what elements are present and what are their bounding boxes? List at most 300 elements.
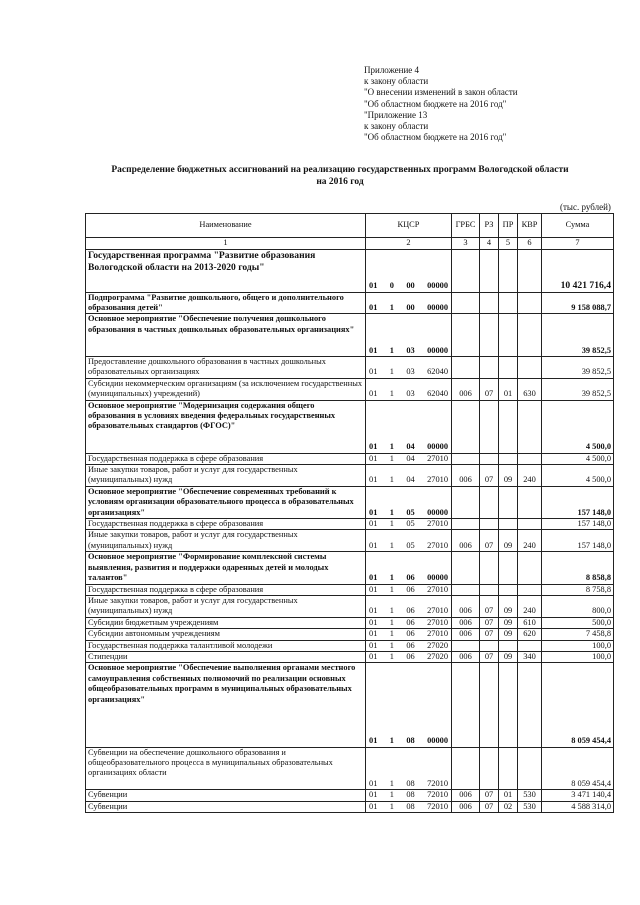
table-row: [86, 250, 614, 293]
row-grbs: 006: [452, 378, 480, 400]
row-kcsr: [366, 747, 452, 790]
kcsr-code: [368, 585, 449, 595]
kcsr-code: [368, 573, 449, 583]
kcsr-part: 01: [369, 281, 378, 291]
row-grbs: 006: [452, 530, 480, 552]
kcsr-part: 01: [369, 389, 378, 399]
kcsr-part: 1: [389, 736, 394, 746]
row-sum: 4 588 314,0: [542, 801, 614, 812]
row-pr: 01: [499, 790, 518, 801]
row-rz: [480, 292, 499, 314]
row-kcsr: [366, 801, 452, 812]
kcsr-part: 04: [406, 442, 415, 452]
row-kvr: [518, 663, 542, 747]
header-cell-kvr: КВР: [518, 214, 542, 238]
row-pr: [499, 663, 518, 747]
kcsr-part: 27010: [427, 453, 448, 463]
row-rz: [480, 519, 499, 530]
kcsr-part: 1: [389, 790, 394, 800]
kcsr-part: 06: [406, 629, 415, 639]
row-grbs: [452, 486, 480, 518]
kcsr-part: 08: [406, 801, 415, 811]
kcsr-part: 01: [369, 519, 378, 529]
row-name: Основное мероприятие "Обеспечение получения дошкольного образования в частных дошкольных образовательных организациях": [86, 314, 366, 357]
kcsr-part: 01: [369, 584, 378, 594]
row-kvr: [518, 453, 542, 464]
row-name: Подпрограмма "Развитие дошкольного, общего и дополнительного образования детей": [86, 292, 366, 314]
kcsr-part: 62040: [427, 389, 448, 399]
row-pr: [499, 584, 518, 595]
row-kcsr: [366, 552, 452, 584]
row-rz: 07: [480, 530, 499, 552]
row-sum: 39 852,5: [542, 314, 614, 357]
row-kvr: 610: [518, 617, 542, 628]
kcsr-part: 1: [389, 801, 394, 811]
document-title: [60, 164, 620, 188]
row-name: Государственная поддержка в сфере образования: [86, 453, 366, 464]
row-pr: 02: [499, 801, 518, 812]
kcsr-part: 27010: [427, 584, 448, 594]
row-kcsr: [366, 314, 452, 357]
row-rz: [480, 663, 499, 747]
kcsr-part: 1: [389, 629, 394, 639]
row-pr: [499, 640, 518, 651]
row-sum: 100,0: [542, 651, 614, 662]
row-sum: 7 458,8: [542, 629, 614, 640]
kcsr-part: 06: [406, 584, 415, 594]
kcsr-code: [368, 606, 449, 616]
table-row: [86, 486, 614, 518]
kcsr-part: 01: [369, 540, 378, 550]
row-grbs: [452, 747, 480, 790]
kcsr-part: 72010: [427, 790, 448, 800]
kcsr-code: [368, 508, 449, 518]
table-row: [86, 640, 614, 651]
kcsr-part: 03: [406, 367, 415, 377]
row-sum: 39 852,5: [542, 357, 614, 379]
kcsr-part: 1: [389, 507, 394, 517]
row-sum: 4 500,0: [542, 465, 614, 487]
row-name: Государственная программа "Развитие образования Вологодской области на 2013-2020 годы": [86, 250, 366, 293]
table-row: [86, 552, 614, 584]
row-grbs: [452, 357, 480, 379]
row-grbs: [452, 519, 480, 530]
row-grbs: 006: [452, 629, 480, 640]
kcsr-part: 06: [406, 606, 415, 616]
kcsr-code: [368, 303, 449, 313]
kcsr-part: 04: [406, 453, 415, 463]
row-kvr: [518, 747, 542, 790]
row-rz: [480, 584, 499, 595]
kcsr-code: [368, 802, 449, 812]
kcsr-part: 00000: [427, 507, 448, 517]
row-grbs: [452, 400, 480, 453]
row-sum: 8 059 454,4: [542, 747, 614, 790]
table-row: [86, 453, 614, 464]
kcsr-part: 01: [369, 475, 378, 485]
row-pr: 09: [499, 651, 518, 662]
kcsr-part: 08: [406, 736, 415, 746]
row-grbs: 006: [452, 790, 480, 801]
row-rz: 07: [480, 378, 499, 400]
row-name: Основное мероприятие "Формирование комплексной системы выявления, развития и поддержки одаренных детей и молодых талантов": [86, 552, 366, 584]
kcsr-part: 1: [389, 640, 394, 650]
row-sum: 8 858,8: [542, 552, 614, 584]
row-sum: 500,0: [542, 617, 614, 628]
row-kcsr: [366, 651, 452, 662]
kcsr-part: 01: [369, 345, 378, 355]
row-pr: 09: [499, 629, 518, 640]
row-sum: 8 758,8: [542, 584, 614, 595]
kcsr-part: 62040: [427, 367, 448, 377]
row-rz: 07: [480, 790, 499, 801]
row-pr: 09: [499, 465, 518, 487]
table-row: [86, 400, 614, 453]
kcsr-part: 00000: [427, 573, 448, 583]
kcsr-code: [368, 790, 449, 800]
row-kvr: [518, 314, 542, 357]
kcsr-code: [368, 652, 449, 662]
kcsr-code: [368, 475, 449, 485]
title-line-2: на 2016 год: [316, 177, 364, 187]
kcsr-part: 27010: [427, 606, 448, 616]
row-pr: [499, 552, 518, 584]
kcsr-part: 27010: [427, 629, 448, 639]
row-grbs: 006: [452, 651, 480, 662]
header-cell-grbs: ГРБС: [452, 214, 480, 238]
row-pr: [499, 292, 518, 314]
row-rz: 07: [480, 801, 499, 812]
kcsr-part: 0: [389, 281, 394, 291]
kcsr-part: 05: [406, 519, 415, 529]
row-name: Государственная поддержка в сфере образования: [86, 519, 366, 530]
kcsr-part: 01: [369, 629, 378, 639]
kcsr-part: 1: [389, 584, 394, 594]
kcsr-part: 27010: [427, 540, 448, 550]
row-pr: [499, 400, 518, 453]
kcsr-part: 1: [389, 453, 394, 463]
row-pr: [499, 519, 518, 530]
kcsr-code: [368, 618, 449, 628]
row-kvr: [518, 584, 542, 595]
row-name: Предоставление дошкольного образования в частных дошкольных образовательных организациях: [86, 357, 366, 379]
kcsr-part: 1: [389, 367, 394, 377]
row-kvr: 240: [518, 595, 542, 617]
row-pr: [499, 250, 518, 293]
row-name: Иные закупки товаров, работ и услуг для государственных (муниципальных) нужд: [86, 465, 366, 487]
header-line: "Об областном бюджете на 2016 год": [364, 132, 507, 143]
row-pr: [499, 453, 518, 464]
kcsr-part: 00000: [427, 736, 448, 746]
kcsr-part: 06: [406, 640, 415, 650]
row-kvr: [518, 552, 542, 584]
row-rz: [480, 400, 499, 453]
kcsr-code: [368, 779, 449, 789]
column-number: 5: [499, 238, 518, 250]
table-row: [86, 584, 614, 595]
kcsr-part: 01: [369, 507, 378, 517]
row-kcsr: [366, 640, 452, 651]
row-kcsr: [366, 584, 452, 595]
row-rz: [480, 453, 499, 464]
row-rz: [480, 314, 499, 357]
row-grbs: [452, 453, 480, 464]
row-rz: [480, 640, 499, 651]
table-row: [86, 629, 614, 640]
row-kvr: 630: [518, 378, 542, 400]
row-name: Субвенции на обеспечение дошкольного образования и общеобразовательного процесса в муниципальных образовательных организациях области: [86, 747, 366, 790]
kcsr-part: 72010: [427, 801, 448, 811]
row-kcsr: [366, 250, 452, 293]
kcsr-part: 00000: [427, 303, 448, 312]
kcsr-part: 01: [369, 736, 378, 746]
kcsr-part: 27020: [427, 651, 448, 661]
kcsr-part: 05: [406, 507, 415, 517]
table-header-row: [86, 214, 614, 238]
table-row: [86, 617, 614, 628]
table-row: [86, 747, 614, 790]
kcsr-part: 00000: [427, 281, 448, 291]
row-kvr: [518, 519, 542, 530]
kcsr-code: [368, 442, 449, 452]
row-kvr: 530: [518, 790, 542, 801]
kcsr-part: 08: [406, 778, 415, 788]
row-grbs: 006: [452, 617, 480, 628]
row-kvr: [518, 250, 542, 293]
row-pr: [499, 314, 518, 357]
kcsr-part: 1: [389, 606, 394, 616]
row-grbs: [452, 292, 480, 314]
kcsr-part: 01: [369, 801, 378, 811]
row-kvr: 620: [518, 629, 542, 640]
units-note: (тыс. рублей): [560, 202, 611, 212]
kcsr-part: 01: [369, 778, 378, 788]
row-grbs: [452, 250, 480, 293]
kcsr-code: [368, 541, 449, 551]
table-row: [86, 663, 614, 747]
kcsr-part: 01: [369, 640, 378, 650]
kcsr-part: 1: [389, 778, 394, 788]
kcsr-code: [368, 281, 449, 291]
kcsr-part: 01: [369, 367, 378, 377]
header-line: к закону области: [364, 76, 429, 87]
row-rz: 07: [480, 595, 499, 617]
row-rz: [480, 486, 499, 518]
row-kcsr: [366, 663, 452, 747]
row-rz: 07: [480, 617, 499, 628]
table-row: [86, 651, 614, 662]
header-line: Приложение 4: [364, 65, 420, 75]
row-rz: 07: [480, 651, 499, 662]
kcsr-part: 27010: [427, 519, 448, 529]
row-name: Иные закупки товаров, работ и услуг для государственных (муниципальных) нужд: [86, 530, 366, 552]
table-row: [86, 519, 614, 530]
row-name: Государственная поддержка в сфере образования: [86, 584, 366, 595]
row-grbs: [452, 584, 480, 595]
header-cell-sum: Сумма: [542, 214, 614, 238]
row-sum: 3 471 140,4: [542, 790, 614, 801]
row-kcsr: [366, 357, 452, 379]
kcsr-code: [368, 346, 449, 356]
kcsr-part: 06: [406, 573, 415, 583]
kcsr-part: 01: [369, 442, 378, 452]
row-kcsr: [366, 617, 452, 628]
row-grbs: 006: [452, 465, 480, 487]
row-name: Основное мероприятие "Модернизация содержания общего образования в условиях введения федеральных государственных образовательных стандартов (ФГОС)": [86, 400, 366, 453]
kcsr-code: [368, 367, 449, 377]
kcsr-part: 27010: [427, 617, 448, 627]
row-name: Иные закупки товаров, работ и услуг для государственных (муниципальных) нужд: [86, 595, 366, 617]
kcsr-part: 03: [406, 345, 415, 355]
row-kcsr: [366, 530, 452, 552]
row-kcsr: [366, 378, 452, 400]
row-kcsr: [366, 400, 452, 453]
header-line: "Приложение 13: [364, 109, 428, 120]
kcsr-part: 03: [406, 389, 415, 399]
row-sum: 100,0: [542, 640, 614, 651]
row-kcsr: [366, 486, 452, 518]
row-grbs: 006: [452, 801, 480, 812]
header-cell-rz: РЗ: [480, 214, 499, 238]
row-sum: 157 148,0: [542, 519, 614, 530]
kcsr-part: 01: [369, 453, 378, 463]
row-rz: 07: [480, 465, 499, 487]
row-pr: 09: [499, 617, 518, 628]
appendix-header: [364, 65, 634, 143]
column-number: 2: [366, 238, 452, 250]
row-name: Субвенции: [86, 801, 366, 812]
row-name: Субсидии некоммерческим организациям (за исключением государственных (муниципальных) учреждений): [86, 378, 366, 400]
row-kcsr: [366, 465, 452, 487]
row-kvr: [518, 357, 542, 379]
row-rz: [480, 747, 499, 790]
column-number: 7: [542, 238, 614, 250]
row-kcsr: [366, 519, 452, 530]
column-number: 3: [452, 238, 480, 250]
kcsr-part: 1: [389, 617, 394, 627]
kcsr-part: 1: [389, 475, 394, 485]
header-line: "О внесении изменений в закон области: [364, 87, 518, 98]
row-rz: [480, 250, 499, 293]
row-pr: 09: [499, 530, 518, 552]
row-sum: 157 148,0: [542, 486, 614, 518]
table-row: [86, 465, 614, 487]
row-grbs: 006: [452, 595, 480, 617]
kcsr-part: 1: [389, 540, 394, 550]
table-row: [86, 530, 614, 552]
header-cell-name: Наименование: [86, 214, 366, 238]
row-name: Стипендии: [86, 651, 366, 662]
header-line: к закону области: [364, 121, 429, 132]
kcsr-part: 00000: [427, 345, 448, 355]
budget-table: [85, 213, 614, 813]
title-line-1: Распределение бюджетных ассигнований на реализацию государственных программ Вологодской области: [111, 165, 569, 175]
kcsr-part: 1: [389, 389, 394, 399]
column-number: 6: [518, 238, 542, 250]
kcsr-part: 01: [369, 606, 378, 616]
row-kvr: [518, 486, 542, 518]
table-row: [86, 595, 614, 617]
row-kcsr: [366, 595, 452, 617]
row-kcsr: [366, 292, 452, 314]
kcsr-part: 27010: [427, 475, 448, 485]
header-cell-pr: ПР: [499, 214, 518, 238]
row-kcsr: [366, 453, 452, 464]
header-line: "Об областном бюджете на 2016 год": [364, 98, 507, 109]
row-pr: [499, 357, 518, 379]
row-sum: 800,0: [542, 595, 614, 617]
row-rz: [480, 552, 499, 584]
kcsr-part: 1: [389, 651, 394, 661]
table-row: [86, 378, 614, 400]
row-kvr: 530: [518, 801, 542, 812]
row-name: Субсидии бюджетным учреждениям: [86, 617, 366, 628]
kcsr-part: 1: [389, 303, 394, 312]
kcsr-part: 05: [406, 540, 415, 550]
row-kvr: [518, 400, 542, 453]
row-kvr: 340: [518, 651, 542, 662]
kcsr-part: 01: [369, 651, 378, 661]
kcsr-part: 1: [389, 519, 394, 529]
kcsr-part: 04: [406, 475, 415, 485]
row-grbs: [452, 663, 480, 747]
table-row: [86, 292, 614, 314]
kcsr-part: 1: [389, 442, 394, 452]
row-rz: [480, 357, 499, 379]
row-kvr: 240: [518, 530, 542, 552]
row-sum: 39 852,5: [542, 378, 614, 400]
column-number-row: [86, 238, 614, 250]
row-sum: 157 148,0: [542, 530, 614, 552]
kcsr-part: 00000: [427, 442, 448, 452]
row-grbs: [452, 640, 480, 651]
row-sum: 4 500,0: [542, 400, 614, 453]
row-rz: 07: [480, 629, 499, 640]
kcsr-code: [368, 519, 449, 529]
row-pr: [499, 747, 518, 790]
kcsr-part: 1: [389, 573, 394, 583]
table-row: [86, 357, 614, 379]
header-cell-kcsr: КЦСР: [366, 214, 452, 238]
kcsr-code: [368, 736, 449, 746]
row-sum: 8 059 454,4: [542, 663, 614, 747]
row-kvr: 240: [518, 465, 542, 487]
row-kvr: [518, 640, 542, 651]
kcsr-part: 06: [406, 617, 415, 627]
row-kvr: [518, 292, 542, 314]
row-pr: [499, 486, 518, 518]
row-pr: 01: [499, 378, 518, 400]
kcsr-code: [368, 629, 449, 639]
kcsr-part: 01: [369, 573, 378, 583]
column-number: 4: [480, 238, 499, 250]
kcsr-part: 01: [369, 303, 378, 312]
kcsr-part: 72010: [427, 778, 448, 788]
kcsr-part: 1: [389, 345, 394, 355]
row-sum: 4 500,0: [542, 453, 614, 464]
row-name: Субсидии автономным учреждениям: [86, 629, 366, 640]
kcsr-code: [368, 641, 449, 651]
row-pr: 09: [499, 595, 518, 617]
kcsr-code: [368, 454, 449, 464]
row-name: Основное мероприятие "Обеспечение выполнения органами местного самоуправления собственных полномочий по реализации основных общеобразовательных программ в муниципальных образовательных организациях": [86, 663, 366, 747]
kcsr-code: [368, 389, 449, 399]
kcsr-part: 00: [406, 303, 415, 312]
row-kcsr: [366, 629, 452, 640]
table-row: [86, 790, 614, 801]
row-kcsr: [366, 790, 452, 801]
kcsr-part: 01: [369, 617, 378, 627]
